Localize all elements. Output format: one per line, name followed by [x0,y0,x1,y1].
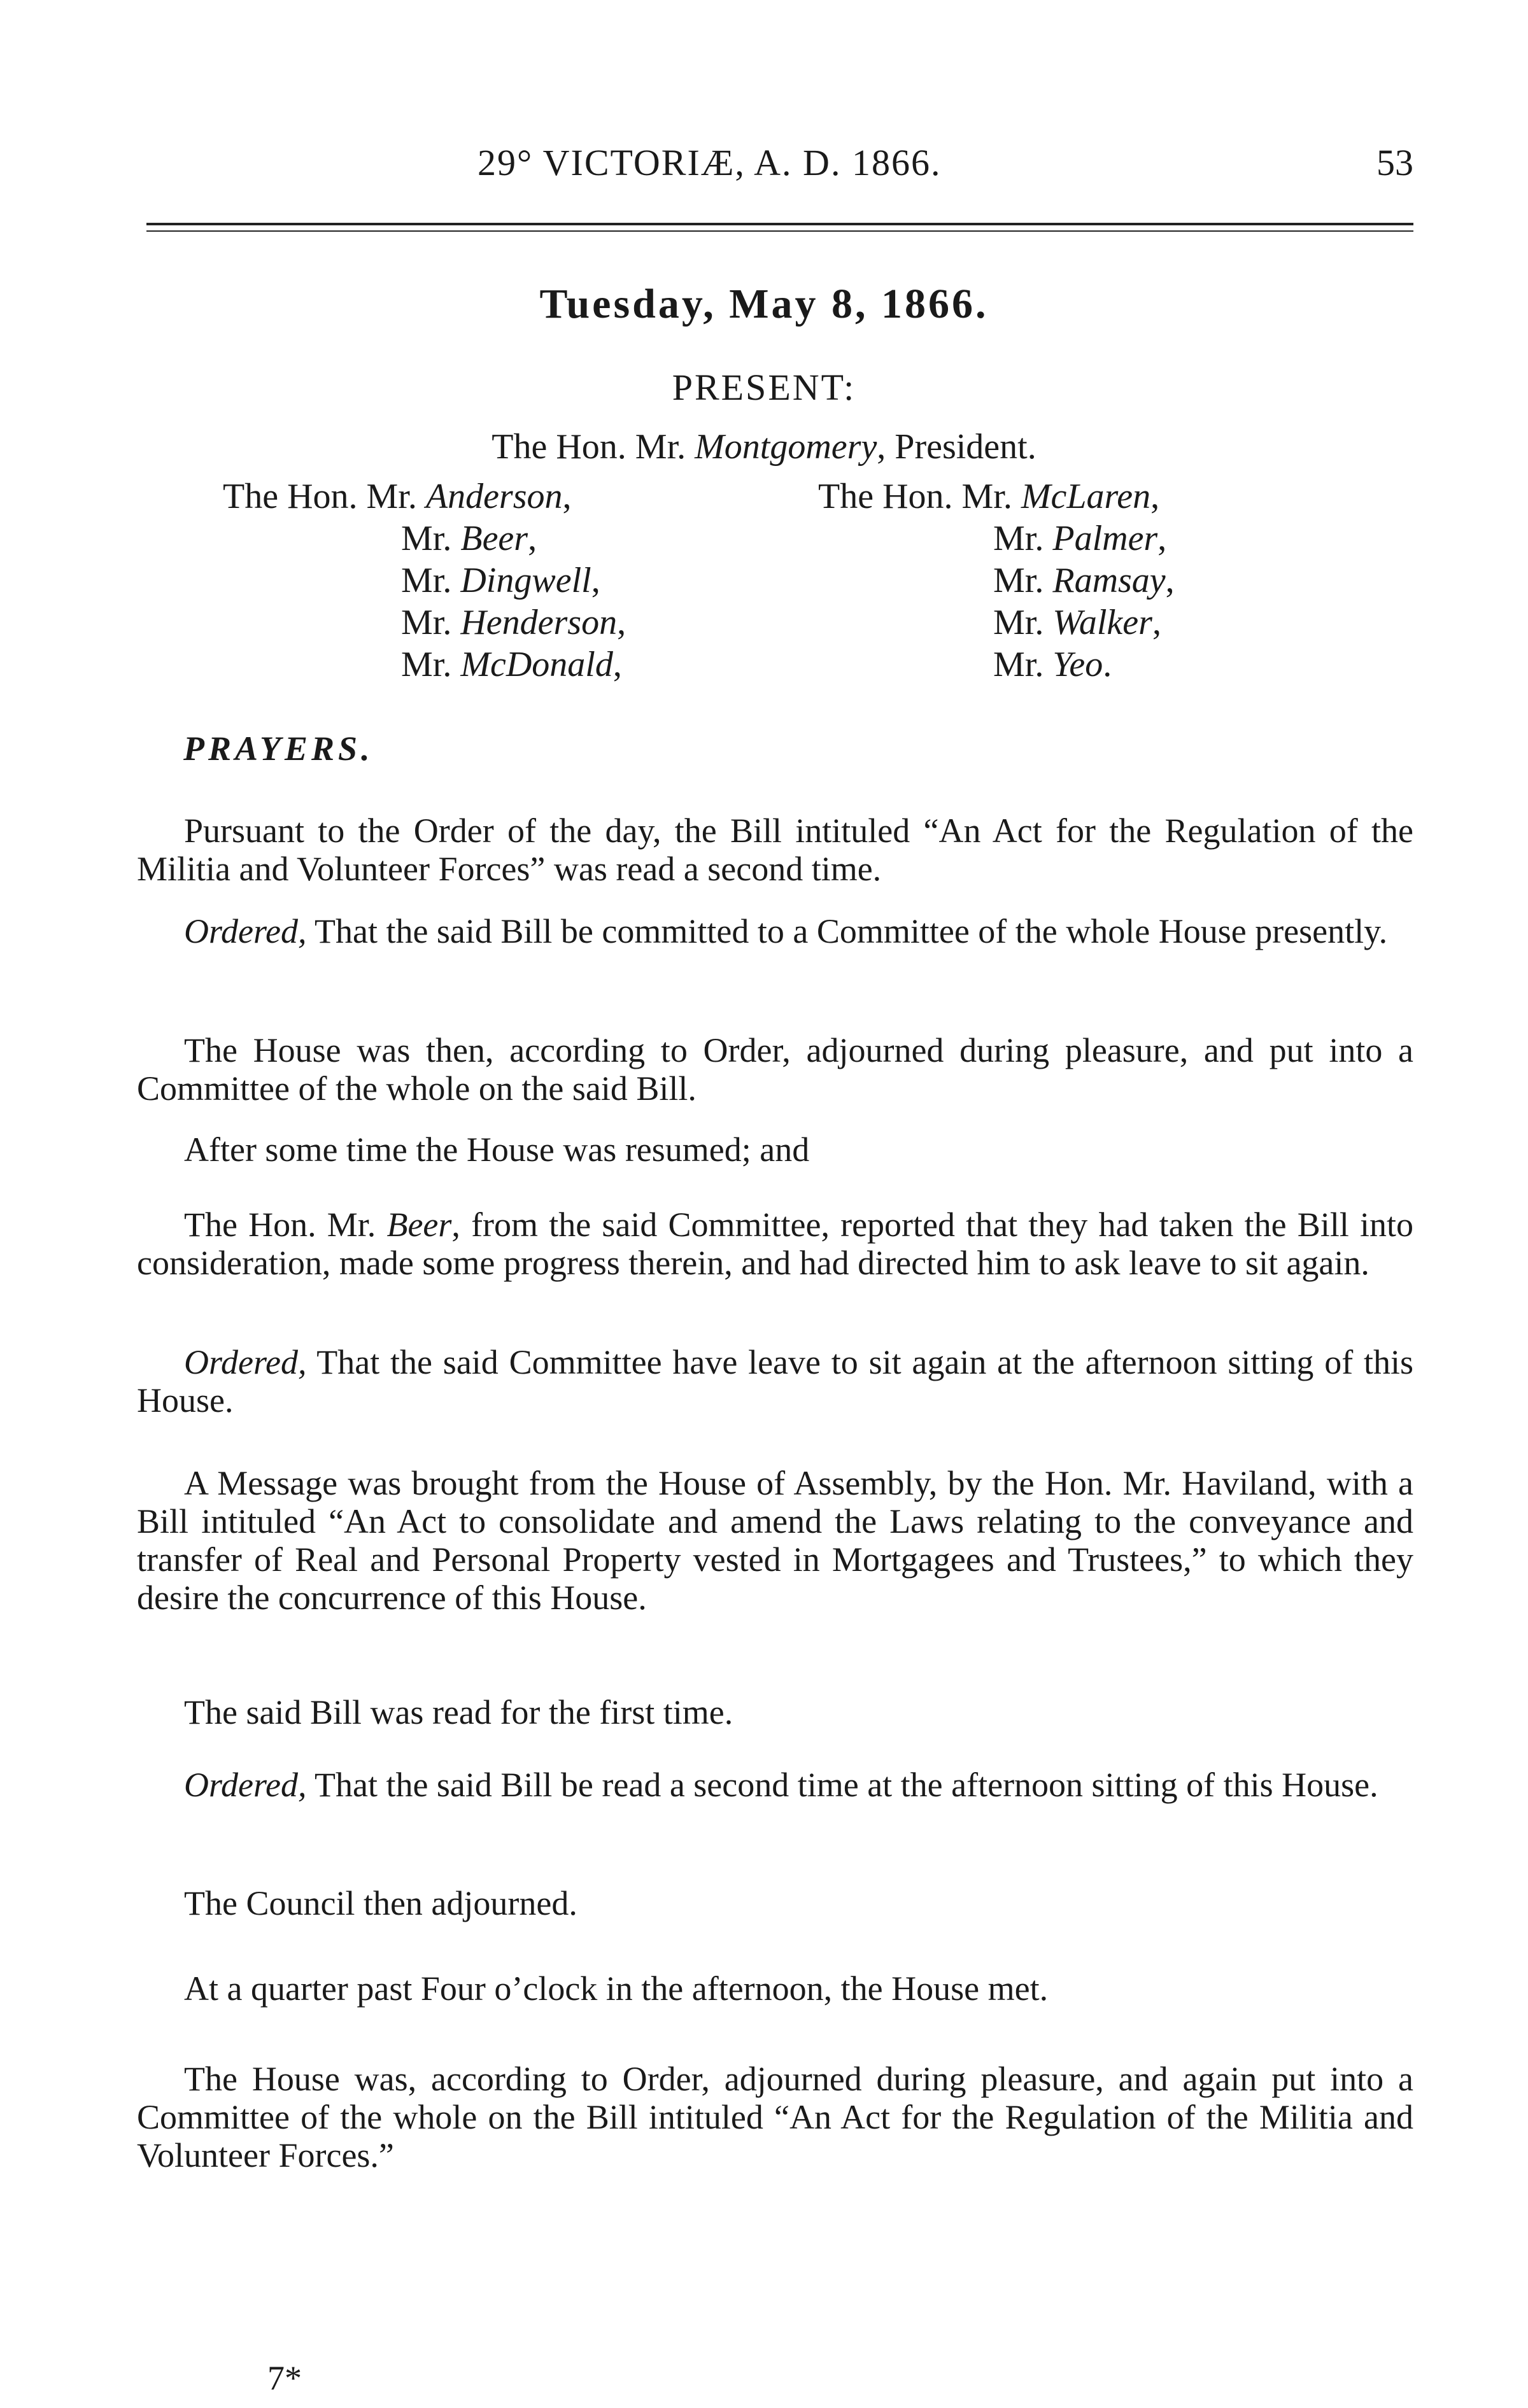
member-name: McLaren [1021,477,1151,516]
paragraph-italic: Ordered, [184,912,307,950]
member-right-1 [818,476,1159,517]
member-left-3 [401,560,600,601]
member-name: McDonald [460,645,613,684]
member-prefix: Mr. [401,519,461,558]
signature-mark: 7* [267,2359,302,2397]
member-prefix: Mr. [401,603,461,642]
paragraph-text: That the said Bill be read a second time at the afternoon sitting of this House. [306,1766,1378,1804]
paragraph-8 [137,1693,1413,1731]
member-name: Ramsay [1052,561,1166,600]
member-name: Walker [1052,603,1152,642]
paragraph-text: The Council then adjourned. [184,1884,577,1922]
member-right-2 [993,518,1166,559]
member-left-4 [401,602,626,643]
member-suffix: , [562,477,572,516]
paragraph-text: After some time the House was resumed; and [184,1130,810,1169]
member-name: Yeo [1052,645,1103,684]
paragraph-11 [137,1969,1413,2008]
paragraph-text: The said Bill was read for the first time. [184,1693,733,1731]
member-name: Beer [460,519,528,558]
member-left-1 [223,476,572,517]
member-suffix: , [612,645,622,684]
member-prefix: Mr. [993,603,1053,642]
running-title: 29° VICTORIÆ, A. D. 1866. [478,142,942,183]
paragraph-7 [137,1464,1413,1617]
page-number: 53 [1376,142,1413,183]
paragraph-12 [137,2060,1413,2174]
paragraph-text: , from the said Committee, reported that they had taken the Bill into consideration, made some progress therein, and had directed him to ask leave to sit again. [137,1206,1414,1282]
member-name: Anderson [425,477,563,516]
member-prefix: Mr. [993,561,1053,600]
paragraph-4 [137,1130,1413,1169]
member-prefix: The Hon. Mr. [223,477,426,516]
paragraph-10 [137,1884,1413,1922]
paragraph-text: The Hon. Mr. [184,1206,387,1244]
header-rule-thin [146,230,1413,232]
member-right-4 [993,602,1161,643]
president-suffix: , President. [877,427,1036,467]
present-heading: PRESENT: [672,367,856,408]
header-rule [146,223,1413,225]
paragraph-5 [137,1206,1413,1282]
member-suffix: , [617,603,626,642]
paragraph-9 [137,1766,1413,1804]
paragraph-text: The House was, according to Order, adjourned during pleasure, and again put into a Committee of the whole on the Bill intituled “An Act for the Regulation of the Militia and Volunteer Forces.” [137,2060,1413,2174]
member-right-5 [993,644,1112,685]
president-prefix: The Hon. Mr. [492,427,695,467]
member-left-2 [401,518,537,559]
member-suffix: , [528,519,537,558]
paragraph-italic: Beer [386,1206,452,1244]
paragraph-text: That the said Committee have leave to sit again at the afternoon sitting of this House. [137,1343,1413,1419]
prayers-heading: PRAYERS. [183,729,374,768]
paragraph-text: That the said Bill be committed to a Committee of the whole House presently. [306,912,1388,950]
paragraph-3 [137,1031,1413,1108]
member-suffix: , [1150,477,1160,516]
member-prefix: Mr. [993,645,1053,684]
paragraph-text: A Message was brought from the House of Assembly, by the Hon. Mr. Haviland, with a Bill intituled “An Act to consolidate and amend the Laws relating to the conveyance and transfer of Real and Personal Property vested in Mortgagees and Trustees,” to which they desire the concurrence of this House. [137,1464,1413,1617]
member-left-5 [401,644,622,685]
paragraph-2 [137,912,1413,950]
member-prefix: Mr. [993,519,1053,558]
member-right-3 [993,560,1175,601]
member-suffix: , [1157,519,1167,558]
member-suffix: , [1165,561,1175,600]
member-prefix: Mr. [401,645,461,684]
member-name: Henderson [460,603,618,642]
member-suffix: , [591,561,600,600]
member-suffix: , [1152,603,1161,642]
running-head [146,141,1413,192]
date-heading: Tuesday, May 8, 1866. [539,281,989,327]
member-suffix: . [1103,645,1112,684]
president-name: Montgomery [695,427,877,467]
member-name: Dingwell [460,561,591,600]
paragraph-1 [137,812,1413,888]
paragraph-text: Pursuant to the Order of the day, the Bill intituled “An Act for the Regulation of the Militia and Volunteer Forces” was read a second time. [137,812,1413,888]
member-name: Palmer [1052,519,1158,558]
member-prefix: Mr. [401,561,461,600]
president-line [0,426,1528,467]
paragraph-italic: Ordered, [184,1343,307,1381]
paragraph-6 [137,1343,1413,1419]
member-prefix: The Hon. Mr. [818,477,1021,516]
paragraph-text: The House was then, according to Order, adjourned during pleasure, and put into a Committee of the whole on the said Bill. [137,1031,1413,1108]
paragraph-text: At a quarter past Four o’clock in the afternoon, the House met. [184,1969,1049,2008]
paragraph-italic: Ordered, [184,1766,307,1804]
